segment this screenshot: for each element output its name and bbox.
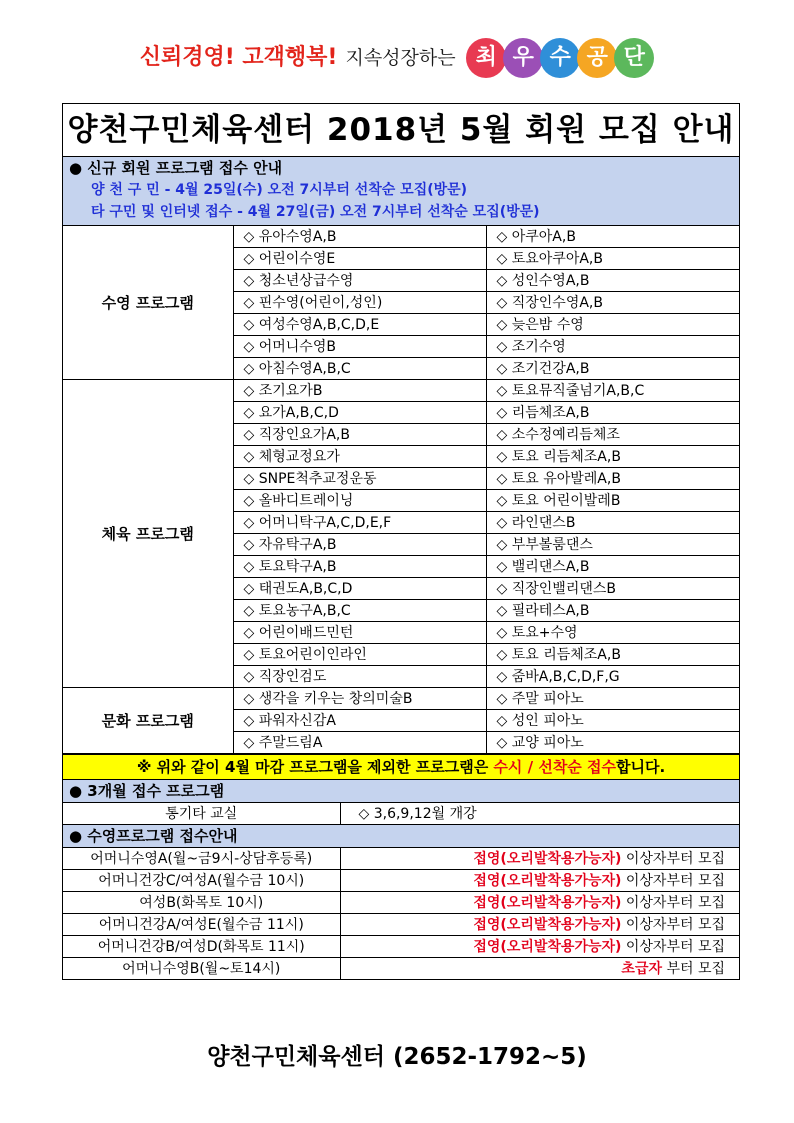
table-row — [63, 936, 739, 958]
program-item: ◇ 주말드림A — [233, 732, 486, 754]
bar-prefix: ※ 위와 같이 4월 마감 프로그램을 제외한 프로그램은 — [136, 758, 494, 776]
swim-class-name: 어머니수영A(월~금9시-상담후등록) — [63, 848, 340, 870]
requirement-level: 접영(오리발착용가능자) — [473, 938, 622, 955]
program-item: ◇ 핀수영(어린이,성인) — [233, 292, 486, 314]
program-item: ◇ 직장인밸리댄스B — [486, 578, 739, 600]
program-item: ◇ 어머니수영B — [233, 336, 486, 358]
logo-badge: 수 — [540, 38, 580, 78]
swim-requirement — [340, 892, 739, 914]
quarterly-table — [63, 803, 739, 825]
footer-contact: 양천구민체육센터 (2652-1792~5) — [207, 1044, 587, 1070]
program-item: ◇ 토요농구A,B,C — [233, 600, 486, 622]
program-item: ◇ 토요 리듬체조A,B — [486, 644, 739, 666]
logo-badge: 최 — [466, 38, 506, 78]
program-item: ◇ 직장인요가A,B — [233, 424, 486, 446]
notice-line-residents: 양 천 구 민 - 4월 25일(수) 오전 7시부터 선착순 모집(방문) — [91, 182, 468, 198]
program-item: ◇ 체형교정요가 — [233, 446, 486, 468]
table-row — [63, 914, 739, 936]
requirement-level: 접영(오리발착용가능자) — [473, 872, 622, 889]
swim-info-heading: ● 수영프로그램 접수안내 — [63, 825, 739, 848]
program-item: ◇ 토요 리듬체조A,B — [486, 446, 739, 468]
program-item: ◇ 필라테스A,B — [486, 600, 739, 622]
new-member-notice — [63, 157, 739, 226]
program-item: ◇ 줌바A,B,C,D,F,G — [486, 666, 739, 688]
program-item: ◇ 토요탁구A,B — [233, 556, 486, 578]
requirement-text: 이상자부터 모집 — [621, 872, 725, 889]
swim-class-name: 어머니건강B/여성D(화목토 11시) — [63, 936, 340, 958]
program-item: ◇ 토요어린이인라인 — [233, 644, 486, 666]
swim-class-name: 여성B(화목토 10시) — [63, 892, 340, 914]
slogan — [0, 38, 794, 78]
program-item: ◇ 부부볼룸댄스 — [486, 534, 739, 556]
program-item: ◇ 조기요가B — [233, 380, 486, 402]
table-row — [63, 688, 739, 710]
swim-requirement — [340, 870, 739, 892]
logo-badge: 공 — [577, 38, 617, 78]
program-item: ◇ 토요 어린이발레B — [486, 490, 739, 512]
requirement-text: 부터 모집 — [662, 960, 725, 977]
program-item: ◇ 아침수영A,B,C — [233, 358, 486, 380]
requirement-text: 이상자부터 모집 — [621, 938, 725, 955]
program-item: ◇ 직장인검도 — [233, 666, 486, 688]
program-item: ◇ 청소년상급수영 — [233, 270, 486, 292]
requirement-level: 접영(오리발착용가능자) — [473, 850, 622, 867]
program-item: ◇ 토요 유아발레A,B — [486, 468, 739, 490]
program-item: ◇ 어린이배드민턴 — [233, 622, 486, 644]
quarterly-program: 통기타 교실 — [63, 803, 340, 825]
program-item: ◇ 성인 피아노 — [486, 710, 739, 732]
program-item: ◇ 토요아쿠아A,B — [486, 248, 739, 270]
requirement-level: 접영(오리발착용가능자) — [473, 894, 622, 911]
program-item: ◇ 소수정예리듬체조 — [486, 424, 739, 446]
program-item: ◇ 토요뮤직줄넘기A,B,C — [486, 380, 739, 402]
swim-requirement — [340, 958, 739, 980]
slogan-part2: 지속성장하는 — [345, 47, 456, 69]
bar-highlight: 수시 / 선착순 접수 — [493, 758, 616, 776]
swim-class-name: 어머니건강C/여성A(월수금 10시) — [63, 870, 340, 892]
table-row — [63, 380, 739, 402]
requirement-text: 이상자부터 모집 — [621, 894, 725, 911]
program-item: ◇ 라인댄스B — [486, 512, 739, 534]
quarterly-heading: ● 3개월 접수 프로그램 — [63, 780, 739, 803]
program-item: ◇ 아쿠아A,B — [486, 226, 739, 248]
logo-badges — [469, 38, 654, 78]
program-item: ◇ 여성수영A,B,C,D,E — [233, 314, 486, 336]
table-row — [63, 870, 739, 892]
notice-line-others: 타 구민 및 인터넷 접수 - 4월 27일(금) 오전 7시부터 선착순 모집(방문) — [91, 204, 540, 220]
program-item: ◇ 토요+수영 — [486, 622, 739, 644]
logo-badge: 단 — [614, 38, 654, 78]
swim-class-name: 어머니수영B(월~토14시) — [63, 958, 340, 980]
requirement-level: 초급자 — [621, 960, 662, 977]
category-label: 수영 프로그램 — [63, 226, 233, 380]
program-item: ◇ 생각을 키우는 창의미술B — [233, 688, 486, 710]
program-item: ◇ 태권도A,B,C,D — [233, 578, 486, 600]
quarterly-schedule: ◇ 3,6,9,12월 개강 — [340, 803, 739, 825]
category-label: 문화 프로그램 — [63, 688, 233, 754]
program-item: ◇ 주말 피아노 — [486, 688, 739, 710]
notice-document — [62, 103, 740, 980]
table-row — [63, 226, 739, 248]
program-item: ◇ SNPE척추교정운동 — [233, 468, 486, 490]
program-item: ◇ 성인수영A,B — [486, 270, 739, 292]
notice-heading: ● 신규 회원 프로그램 접수 안내 — [69, 159, 283, 177]
swim-requirement — [340, 936, 739, 958]
program-item: ◇ 올바디트레이닝 — [233, 490, 486, 512]
requirement-text: 이상자부터 모집 — [621, 916, 725, 933]
table-row — [63, 803, 739, 825]
program-item: ◇ 조기건강A,B — [486, 358, 739, 380]
program-item: ◇ 자유탁구A,B — [233, 534, 486, 556]
swim-requirement — [340, 848, 739, 870]
rolling-admission-notice — [63, 754, 739, 780]
program-item: ◇ 파워자신감A — [233, 710, 486, 732]
table-row — [63, 892, 739, 914]
program-item: ◇ 교양 피아노 — [486, 732, 739, 754]
program-item: ◇ 늦은밤 수영 — [486, 314, 739, 336]
page-title: 양천구민체육센터 2018년 5월 회원 모집 안내 — [63, 104, 739, 157]
program-item: ◇ 요가A,B,C,D — [233, 402, 486, 424]
swim-class-name: 어머니건강A/여성E(월수금 11시) — [63, 914, 340, 936]
table-row — [63, 958, 739, 980]
table-row — [63, 848, 739, 870]
program-item: ◇ 조기수영 — [486, 336, 739, 358]
program-item: ◇ 유아수영A,B — [233, 226, 486, 248]
swim-requirement — [340, 914, 739, 936]
program-item: ◇ 직장인수영A,B — [486, 292, 739, 314]
requirement-level: 접영(오리발착용가능자) — [473, 916, 622, 933]
program-item: ◇ 리듬체조A,B — [486, 402, 739, 424]
slogan-part1: 신뢰경영! 고객행복! — [139, 45, 338, 70]
program-table — [63, 226, 739, 754]
swim-info-table — [63, 848, 739, 979]
category-label: 체육 프로그램 — [63, 380, 233, 688]
requirement-text: 이상자부터 모집 — [621, 850, 725, 867]
logo-badge: 우 — [503, 38, 543, 78]
program-item: ◇ 어린이수영E — [233, 248, 486, 270]
program-item: ◇ 어머니탁구A,C,D,E,F — [233, 512, 486, 534]
bar-suffix: 합니다. — [616, 758, 666, 776]
program-item: ◇ 밸리댄스A,B — [486, 556, 739, 578]
